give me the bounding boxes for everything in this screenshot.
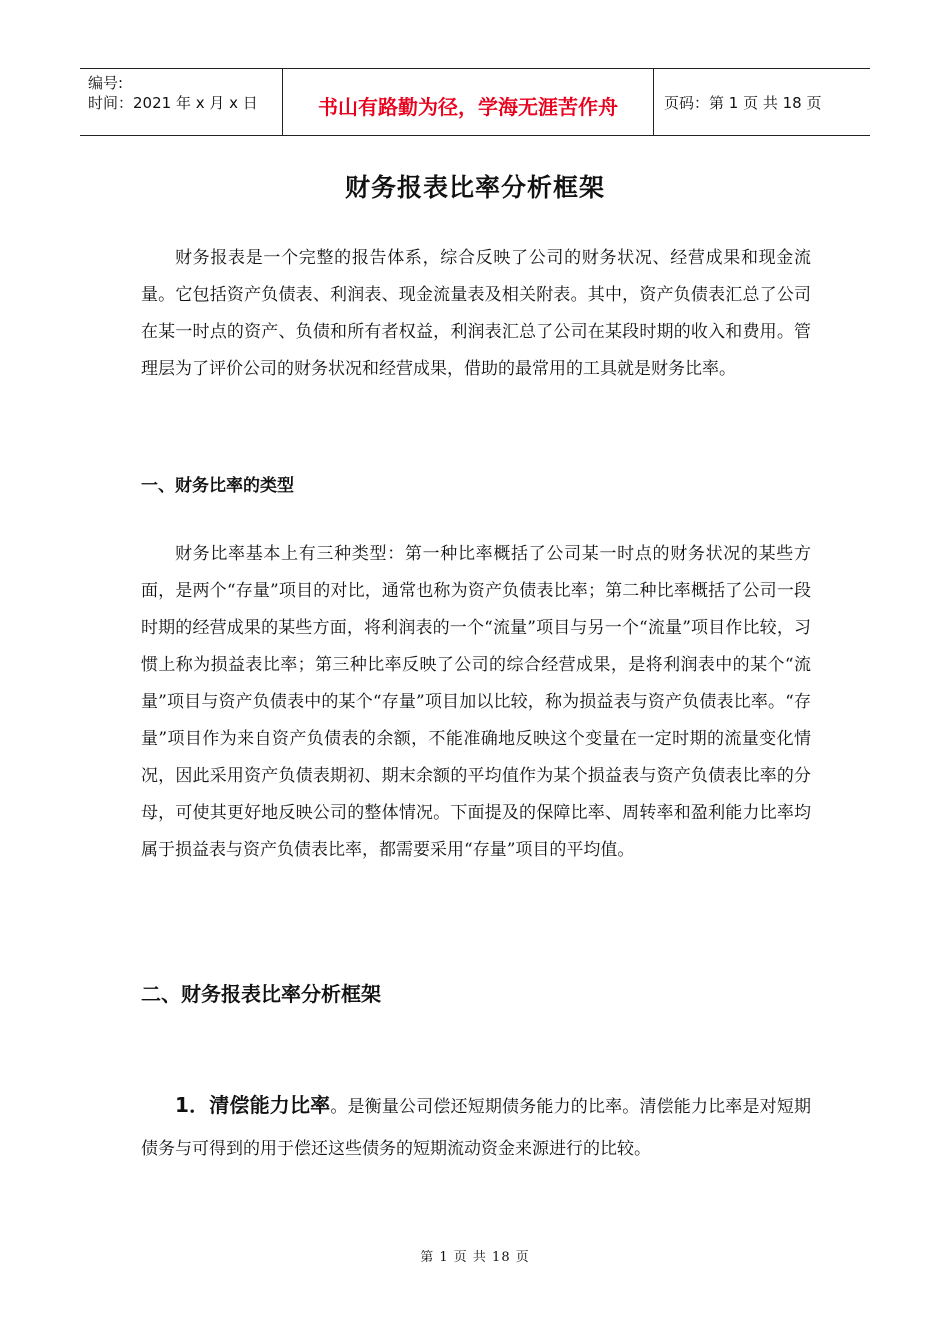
page-footer: 第 1 页 共 18 页 [420, 1250, 530, 1265]
document-date: 时间：2021 年 x 月 x 日 [88, 94, 258, 112]
header-table [80, 68, 870, 136]
header-motto-cell [282, 69, 654, 135]
header-motto: 书山有路勤为径，学海无涯苦作舟 [318, 94, 618, 119]
liquidity-ratio-paragraph [141, 1084, 811, 1170]
header-page-info: 页码：第 1 页 共 18 页 [664, 93, 822, 112]
document-number-label: 编号: [88, 74, 124, 92]
section-heading-ratio-types: 一、财务比率的类型 [141, 476, 294, 496]
header-meta-cell [80, 69, 282, 135]
intro-paragraph: 财务报表是一个完整的报告体系，综合反映了公司的财务状况、经营成果和现金流量。它包括资产负债表、利润表、现金流量表及相关附表。其中，资产负债表汇总了公司在某一时点的资产、负债和所有者权益，利润表汇总了公司在某段时期的收入和费用。管理层为了评价公司的财务状况和经营成果，借助的最常用的工具就是财务比率。 [141, 248, 811, 379]
document-title: 财务报表比率分析框架 [344, 173, 605, 202]
section-heading-analysis-framework: 二、财务报表比率分析框架 [141, 982, 381, 1006]
liquidity-ratio-term: 1．清偿能力比率 [175, 1093, 331, 1117]
header-page-cell [654, 69, 870, 135]
ratio-types-paragraph: 财务比率基本上有三种类型：第一种比率概括了公司某一时点的财务状况的某些方面，是两个“存量”项目的对比，通常也称为资产负债表比率；第二种比率概括了公司一段时期的经营成果的某些方面，将利润表的一个“流量”项目与另一个“流量”项目作比较，习惯上称为损益表比率；第三种比率反映了公司的综合经营成果，是将利润表中的某个“流量”项目与资产负债表中的某个“存量”项目加以比较，称为损益表与资产负债表比率。“存量”项目作为来自资产负债表的余额，不能准确地反映这个变量在一定时期的流量变化情况，因此采用资产负债表期初、期末余额的平均值作为某个损益表与资产负债表比率的分母，可使其更好地反映公司的整体情况。下面提及的保障比率、周转率和盈利能力比率均属于损益表与资产负债表比率，都需要采用“存量”项目的平均值。 [141, 544, 811, 860]
liquidity-ratio-text: 。是衡量公司偿还短期债务能力的比率。清偿能力比率是对短期债务与可得到的用于偿还这些债务的短期流动资金来源进行的比较。 [141, 1097, 812, 1159]
